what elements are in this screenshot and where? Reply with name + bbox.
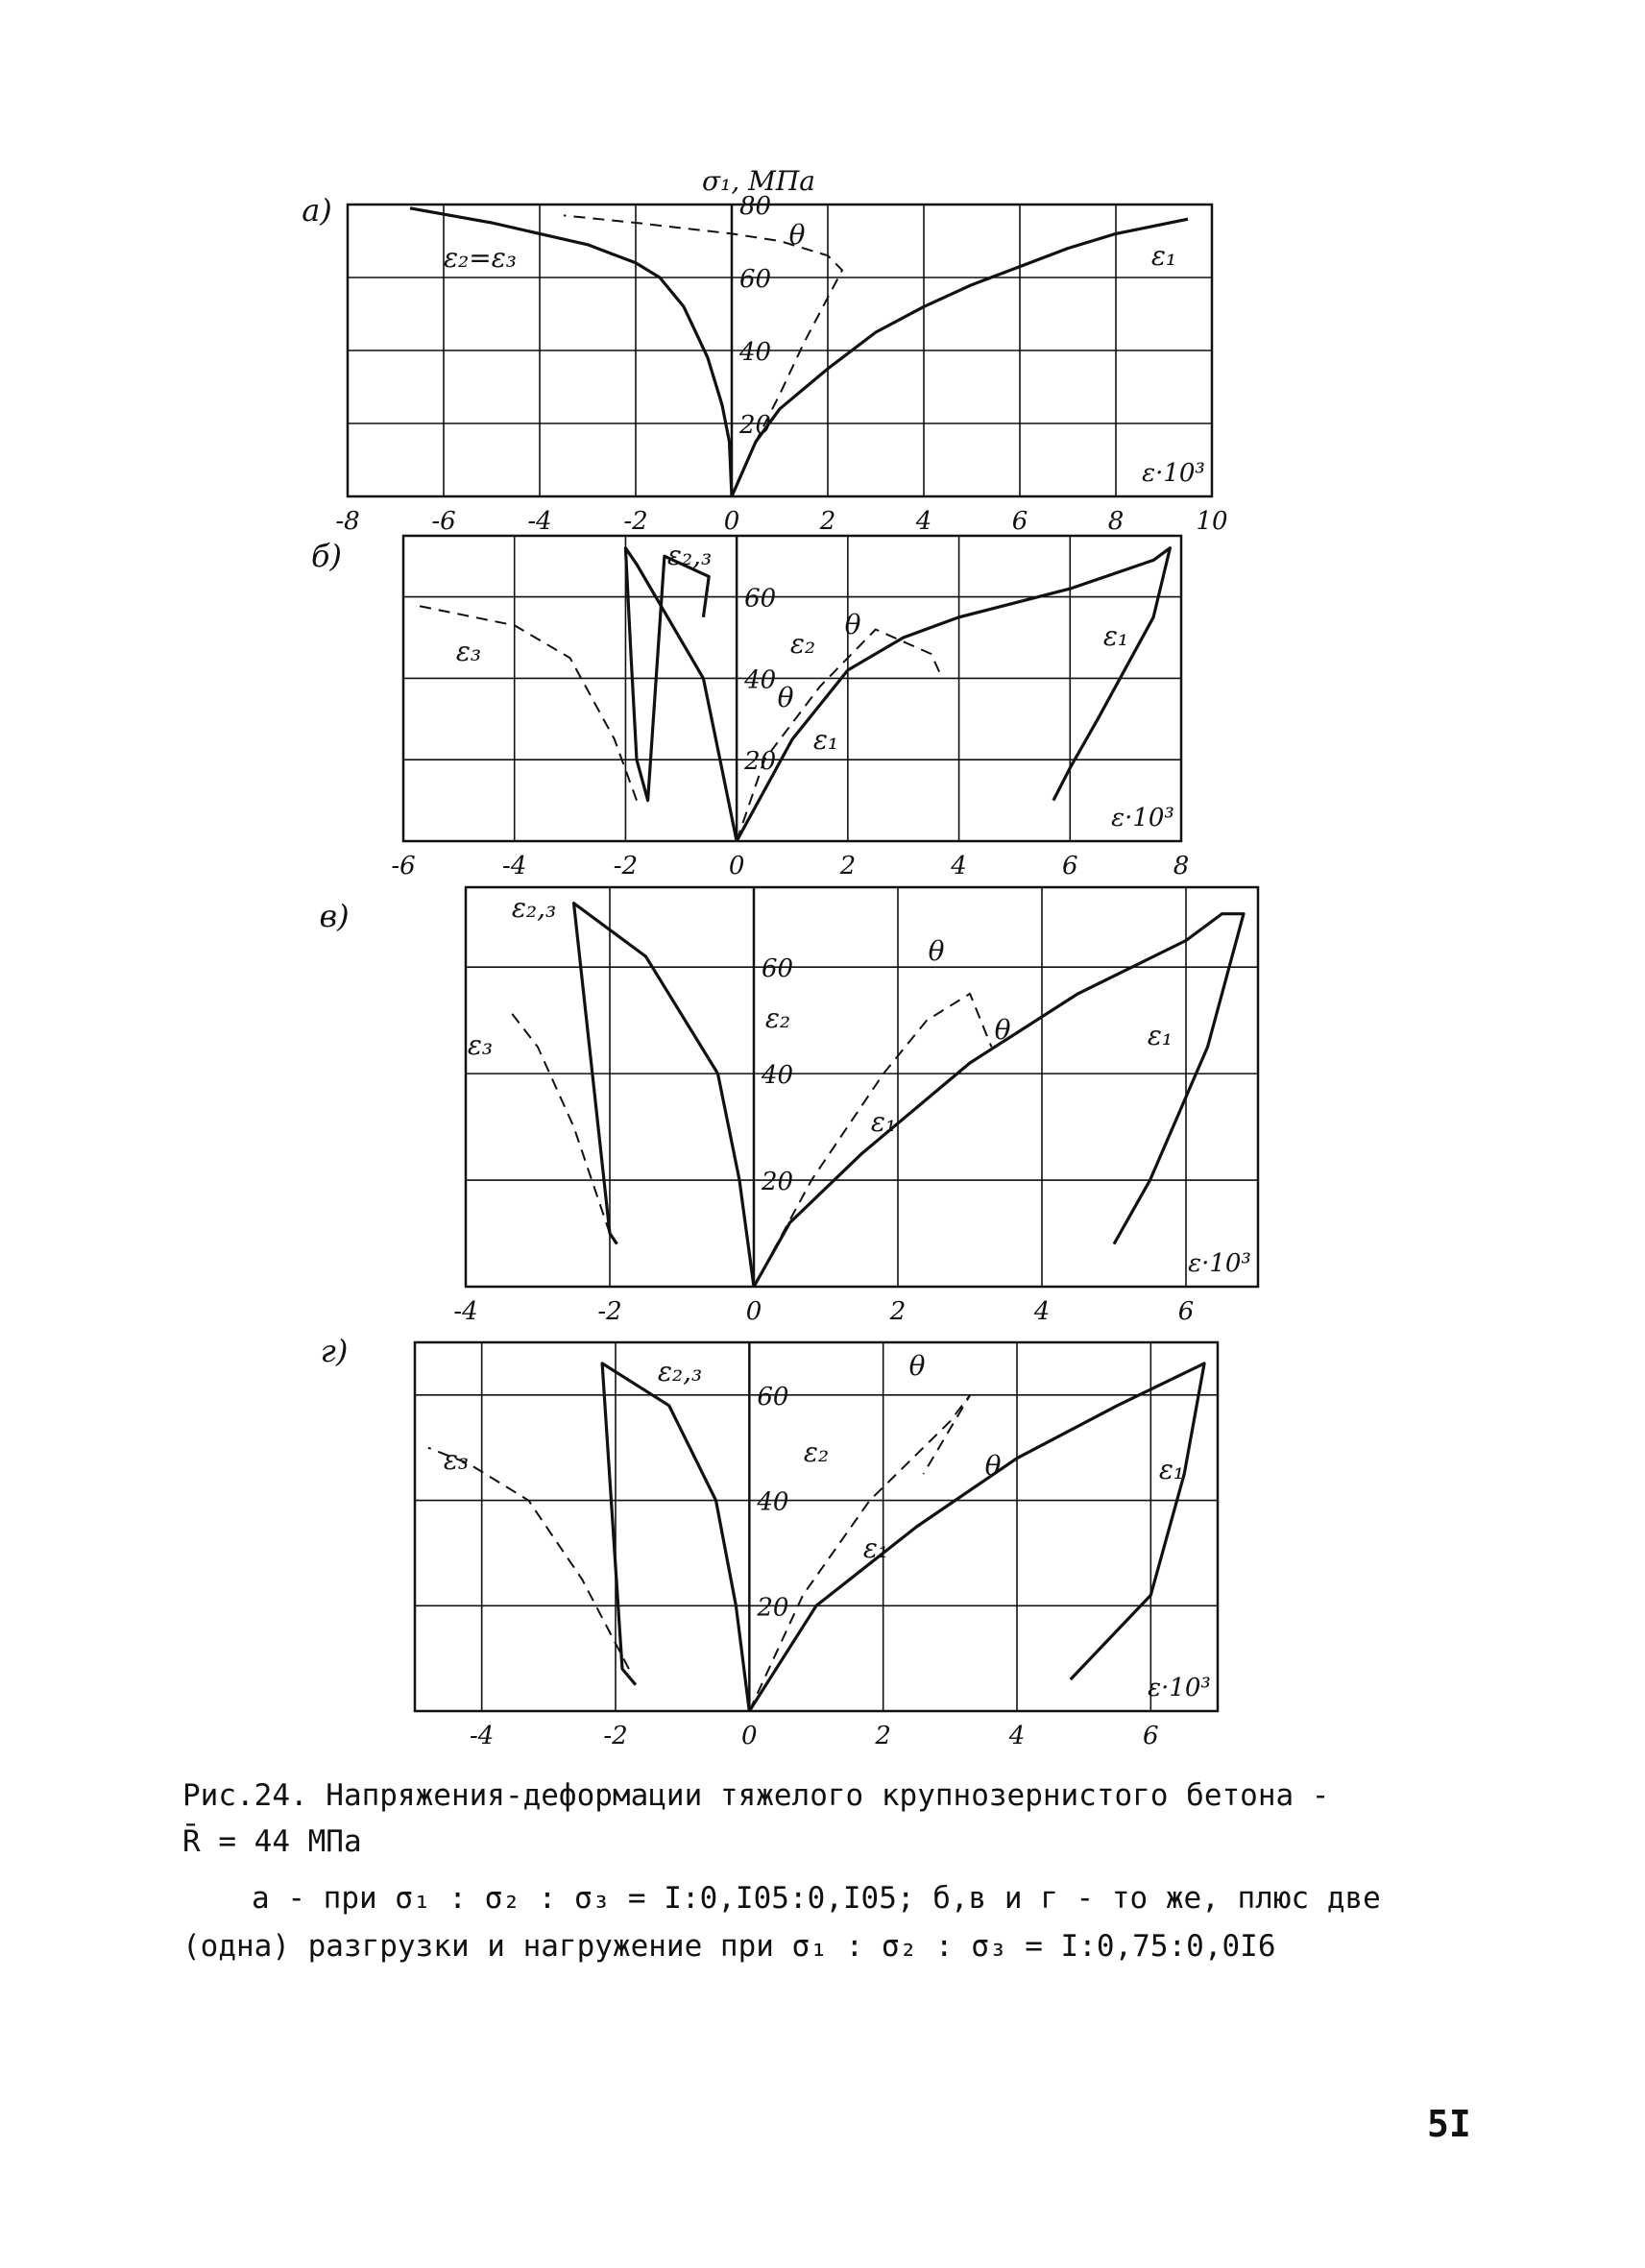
series-line — [754, 914, 1244, 1287]
curve-annotation: ε₂ — [803, 1436, 830, 1468]
x-tick-label: 6 — [1143, 1722, 1159, 1750]
curve-annotation: ε₃ — [455, 636, 482, 667]
y-tick-label: 60 — [762, 954, 794, 984]
x-tick-label: 0 — [745, 1297, 762, 1326]
figure-caption-legend-bvg: (одна) разгрузки и нагружение при σ₁ : σ₂ : σ₃ = I:0,75:0,0I6 — [182, 1929, 1276, 1964]
y-tick-label: 40 — [762, 1061, 794, 1091]
x-axis-label: ε·10³ — [1142, 459, 1205, 488]
figure-caption-strength: R̄ = 44 МПа — [182, 1824, 362, 1859]
curve-annotation: ε₂,₃ — [657, 1356, 703, 1387]
curve-annotation: ε₂,₃ — [511, 892, 557, 924]
x-tick-label: -2 — [603, 1722, 628, 1750]
curve-annotation: θ — [777, 682, 794, 713]
x-axis-label: ε·10³ — [1188, 1249, 1251, 1278]
curve-annotation: ε₁ — [1147, 1020, 1173, 1051]
figure-caption-legend-a: а - при σ₁ : σ₂ : σ₃ = I:0,I05:0,I05; б,в и г - то же, плюс две — [252, 1881, 1381, 1916]
curve-annotation: θ — [984, 1450, 1002, 1482]
x-tick-label: -2 — [613, 852, 639, 881]
series-line — [415, 605, 637, 801]
y-tick-label: 20 — [762, 1168, 794, 1197]
series-line — [737, 548, 1170, 841]
curve-annotation: θ — [844, 609, 861, 640]
x-tick-label: -2 — [623, 507, 648, 536]
curve-annotation: ε₁ — [1150, 240, 1177, 272]
series-line — [509, 1010, 610, 1234]
y-tick-label: 80 — [739, 192, 772, 221]
curve-annotation: ε₁ — [812, 724, 839, 756]
curve-annotation: ε₁ — [1158, 1454, 1185, 1485]
y-tick-label: 20 — [744, 747, 777, 777]
y-axis-label: σ₁, МПа — [702, 165, 815, 197]
x-tick-label: 8 — [1107, 507, 1125, 536]
x-tick-label: 10 — [1196, 507, 1228, 536]
x-tick-label: 2 — [889, 1297, 907, 1326]
curve-annotation: ε₂=ε₃ — [444, 242, 517, 274]
x-tick-label: 4 — [951, 852, 967, 881]
x-axis-label: ε·10³ — [1148, 1674, 1211, 1702]
y-tick-label: 60 — [744, 584, 777, 614]
x-tick-label: 6 — [1062, 852, 1078, 881]
panel-label: в) — [319, 898, 350, 934]
curve-annotation: ε₂,₃ — [666, 540, 713, 571]
plot-frame — [415, 1342, 1218, 1711]
panel-label: б) — [310, 538, 343, 574]
series-line — [749, 1395, 970, 1711]
x-tick-label: 0 — [723, 507, 740, 536]
curve-annotation: θ — [908, 1350, 926, 1382]
y-tick-label: 20 — [757, 1593, 789, 1623]
panel-label: г) — [320, 1333, 349, 1369]
x-tick-label: 0 — [728, 852, 745, 881]
series-line — [732, 219, 1188, 496]
y-tick-label: 40 — [744, 665, 777, 695]
curve-annotation: ε₃ — [443, 1444, 470, 1476]
curve-annotation: ε₃ — [467, 1029, 494, 1061]
curve-annotation: ε₁ — [870, 1106, 897, 1138]
y-tick-label: 60 — [757, 1382, 789, 1411]
x-tick-label: 6 — [1011, 507, 1028, 536]
curve-annotation: ε₁ — [1102, 620, 1129, 652]
x-tick-label: -4 — [470, 1722, 495, 1750]
y-tick-label: 40 — [739, 338, 772, 367]
x-tick-label: 2 — [839, 852, 857, 881]
series-line — [754, 994, 992, 1287]
x-tick-label: 0 — [741, 1722, 758, 1750]
y-tick-label: 40 — [757, 1487, 789, 1517]
panel-label: а) — [302, 192, 332, 229]
plot-frame — [466, 887, 1258, 1287]
x-axis-label: ε·10³ — [1111, 804, 1174, 832]
x-tick-label: 4 — [1008, 1722, 1026, 1750]
x-tick-label: 4 — [1033, 1297, 1051, 1326]
x-tick-label: -4 — [453, 1297, 478, 1326]
series-line — [737, 630, 942, 842]
x-tick-label: 6 — [1177, 1297, 1195, 1326]
series-line — [564, 215, 842, 496]
x-tick-label: -2 — [597, 1297, 622, 1326]
series-line — [749, 1363, 1204, 1711]
x-tick-label: -4 — [502, 852, 527, 881]
curve-annotation: ε₁ — [862, 1532, 889, 1564]
y-tick-label: 60 — [739, 265, 772, 294]
x-tick-label: -4 — [527, 507, 552, 536]
series-line — [428, 1448, 629, 1669]
y-tick-label: 20 — [739, 411, 772, 440]
x-tick-label: 2 — [819, 507, 836, 536]
curve-annotation: θ — [788, 219, 806, 251]
x-tick-label: 8 — [1173, 852, 1190, 881]
curve-annotation: θ — [994, 1014, 1011, 1046]
x-tick-label: -6 — [431, 507, 456, 536]
page-number: 5I — [1427, 2103, 1471, 2145]
series-line — [625, 548, 737, 841]
curve-annotation: ε₂ — [789, 628, 816, 660]
figure-caption-title: Рис.24. Напряжения-деформации тяжелого крупнозернистого бетона - — [182, 1778, 1330, 1813]
x-tick-label: 2 — [875, 1722, 891, 1750]
series-line — [574, 904, 755, 1287]
x-tick-label: -8 — [335, 507, 360, 536]
curve-annotation: ε₂ — [764, 1002, 791, 1034]
curve-annotation: θ — [928, 935, 945, 967]
x-tick-label: -6 — [391, 852, 416, 881]
x-tick-label: 4 — [915, 507, 932, 536]
